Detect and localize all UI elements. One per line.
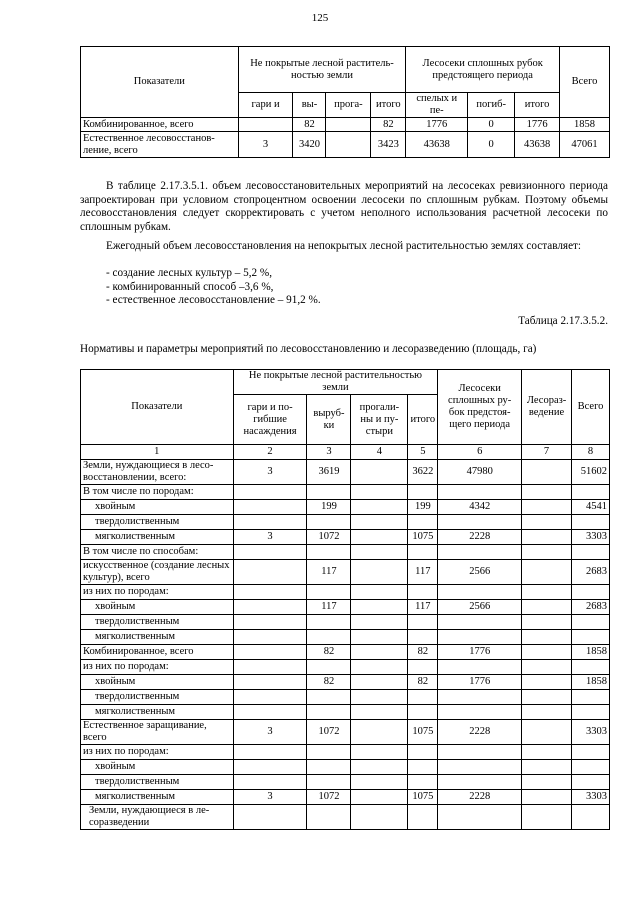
- subheader-cell: итого: [515, 93, 560, 118]
- row-label: из них по породам:: [81, 745, 234, 760]
- table-cell: [351, 675, 408, 690]
- table-cell: [438, 760, 522, 775]
- table-cell: 3: [238, 132, 293, 158]
- table-row: [81, 675, 610, 690]
- table-cell: 1776: [438, 645, 522, 660]
- row-label: Естественное лесовосстанов-ление, всего: [81, 132, 239, 158]
- table-cell: [522, 515, 572, 530]
- table-cell: [351, 630, 408, 645]
- table-cell: [233, 805, 307, 830]
- table-cell: [438, 705, 522, 720]
- table-cell: [351, 690, 408, 705]
- table-cell: [522, 545, 572, 560]
- table-cell: 0: [468, 132, 515, 158]
- header-clearcut-areas: Лесосеки сплошных рубок предстоящего периода: [406, 47, 560, 93]
- table-cell: [522, 645, 572, 660]
- row-label: Комбинированное, всего: [81, 118, 239, 132]
- table-cell: [233, 585, 307, 600]
- table-cell: [307, 690, 351, 705]
- table-cell: [351, 745, 408, 760]
- table-cell: [408, 690, 438, 705]
- table-row: [81, 615, 610, 630]
- table-cell: [351, 660, 408, 675]
- table-cell: 47061: [560, 132, 610, 158]
- table-cell: [438, 805, 522, 830]
- table-cell: 2566: [438, 600, 522, 615]
- table-cell: [351, 560, 408, 585]
- paragraph-annual-volume: Ежегодный объем лесовосстановления на непокрытых лесной растительностью землях составляет:: [106, 240, 582, 252]
- table-cell: [408, 760, 438, 775]
- row-label: из них по породам:: [81, 660, 234, 675]
- table-cell: 51602: [572, 460, 610, 485]
- list-item: - комбинированный способ –3,6 %,: [106, 280, 274, 293]
- table-cell: [572, 485, 610, 500]
- header-total: Всего: [572, 370, 610, 445]
- table-cell: [233, 645, 307, 660]
- table-cell: [351, 720, 408, 745]
- table-row: [81, 515, 610, 530]
- table-cell: [408, 615, 438, 630]
- row-label: хвойным: [81, 500, 234, 515]
- list-item: - создание лесных культур – 5,2 %,: [106, 267, 273, 279]
- table-cell: [438, 615, 522, 630]
- table-cell: [351, 545, 408, 560]
- table-cell: [572, 660, 610, 675]
- table-continuation: [80, 46, 610, 158]
- row-label: В том числе по способам:: [81, 545, 234, 560]
- table-cell: [233, 615, 307, 630]
- table-cell: 117: [307, 600, 351, 615]
- header-indicators: Показатели: [81, 47, 239, 118]
- row-label: хвойным: [81, 760, 234, 775]
- subheader-cell: гари и: [238, 93, 293, 118]
- column-number: 6: [438, 445, 522, 460]
- header-glades: прогали-ны и пу-стыри: [351, 395, 408, 445]
- subheader-cell: итого: [371, 93, 406, 118]
- table-cell: [522, 675, 572, 690]
- table-cell: [351, 645, 408, 660]
- table-cell: [351, 615, 408, 630]
- table-cell: 3303: [572, 790, 610, 805]
- table-cell: [351, 485, 408, 500]
- table-cell: [522, 805, 572, 830]
- table-cell: [572, 745, 610, 760]
- row-label: искусственное (создание лесных культур), всего: [81, 560, 234, 585]
- table-row: [81, 705, 610, 720]
- subheader-cell: погиб-: [468, 93, 515, 118]
- row-label: мягколиственным: [81, 630, 234, 645]
- column-number: 2: [233, 445, 307, 460]
- table-cell: [351, 790, 408, 805]
- column-number: 3: [307, 445, 351, 460]
- column-number: 7: [522, 445, 572, 460]
- table-cell: [351, 460, 408, 485]
- table-cell: 117: [408, 600, 438, 615]
- list-item: - естественное лесовосстановление – 91,2 %.: [106, 294, 321, 307]
- table-cell: [233, 745, 307, 760]
- table-cell: 1072: [307, 720, 351, 745]
- table-cell: [307, 660, 351, 675]
- table-cell: 1072: [307, 790, 351, 805]
- table-cell: 3: [233, 460, 307, 485]
- table-cell: 1858: [572, 645, 610, 660]
- table-cell: [351, 515, 408, 530]
- table-cell: [408, 485, 438, 500]
- table-cell: 2683: [572, 560, 610, 585]
- table-cell: [233, 545, 307, 560]
- table-cell: [438, 630, 522, 645]
- table-cell: 1776: [515, 118, 560, 132]
- table-cell: 1776: [438, 675, 522, 690]
- table-row: [81, 485, 610, 500]
- row-label: Земли, нуждающиеся в ле-соразведении: [81, 805, 234, 830]
- table-row: [81, 460, 610, 485]
- table-cell: [572, 585, 610, 600]
- table-cell: [233, 760, 307, 775]
- table-row: [81, 745, 610, 760]
- column-number: 4: [351, 445, 408, 460]
- table-row: [81, 805, 610, 830]
- table-cell: [351, 705, 408, 720]
- table-cell: [307, 485, 351, 500]
- table-cell: [438, 515, 522, 530]
- table-cell: [233, 515, 307, 530]
- table-cell: [522, 530, 572, 545]
- table-cell: [351, 775, 408, 790]
- row-label: хвойным: [81, 675, 234, 690]
- table-cell: 117: [408, 560, 438, 585]
- table-cell: [408, 545, 438, 560]
- table-cell: [326, 118, 371, 132]
- table-cell: 2683: [572, 600, 610, 615]
- table-cell: [522, 485, 572, 500]
- table-cell: [408, 775, 438, 790]
- table-cell: [408, 660, 438, 675]
- table-row: [81, 775, 610, 790]
- column-number: 5: [408, 445, 438, 460]
- table-cell: [572, 690, 610, 705]
- table-cell: 3622: [408, 460, 438, 485]
- table-cell: 1075: [408, 530, 438, 545]
- row-label: твердолиственным: [81, 615, 234, 630]
- header-indicators: Показатели: [81, 370, 234, 445]
- table-row: [81, 132, 610, 158]
- table-cell: [351, 760, 408, 775]
- table-cell: [522, 600, 572, 615]
- table-cell: [522, 585, 572, 600]
- table-row: [81, 600, 610, 615]
- column-number: 8: [572, 445, 610, 460]
- table-cell: 1072: [307, 530, 351, 545]
- table-cell: [438, 660, 522, 675]
- table-cell: [438, 485, 522, 500]
- table-cell: [307, 585, 351, 600]
- row-label: твердолиственным: [81, 515, 234, 530]
- table-cell: [572, 805, 610, 830]
- column-number: 1: [81, 445, 234, 460]
- table-cell: [233, 675, 307, 690]
- table-cell: 3303: [572, 530, 610, 545]
- header-subtotal: итого: [408, 395, 438, 445]
- table-cell: [307, 615, 351, 630]
- table-cell: [438, 745, 522, 760]
- table-cell: 2228: [438, 790, 522, 805]
- table-cell: 2228: [438, 530, 522, 545]
- table-cell: [572, 545, 610, 560]
- table-cell: [572, 515, 610, 530]
- table-row: [81, 660, 610, 675]
- table-cell: 82: [293, 118, 326, 132]
- table-cell: 3423: [371, 132, 406, 158]
- header-total: Всего: [560, 47, 610, 118]
- header-unforested-lands: Не покрытые лесной растительностью земли: [233, 370, 438, 395]
- table-cell: [326, 132, 371, 158]
- table-cell: 199: [408, 500, 438, 515]
- table-cell: 1858: [560, 118, 610, 132]
- table-cell: 3: [233, 530, 307, 545]
- table-cell: 3303: [572, 720, 610, 745]
- table-reforestation-norms: [80, 369, 610, 830]
- table-cell: [522, 660, 572, 675]
- table-cell: [351, 585, 408, 600]
- table-cell: [307, 545, 351, 560]
- table-cell: [522, 690, 572, 705]
- table-row: [81, 585, 610, 600]
- table-cell: [572, 615, 610, 630]
- percentage-list: [80, 267, 608, 308]
- table-caption: Таблица 2.17.3.5.2.: [518, 315, 608, 327]
- table-cell: [522, 560, 572, 585]
- table-cell: [522, 760, 572, 775]
- table-row: [81, 530, 610, 545]
- table-cell: [408, 585, 438, 600]
- table-cell: [522, 775, 572, 790]
- row-label: Естественное заращивание, всего: [81, 720, 234, 745]
- table-cell: [522, 500, 572, 515]
- row-label: мягколиственным: [81, 790, 234, 805]
- table-row: [81, 560, 610, 585]
- table-cell: 3420: [293, 132, 326, 158]
- table-cell: [438, 775, 522, 790]
- table-cell: [233, 775, 307, 790]
- table-cell: 1075: [408, 720, 438, 745]
- table-row: [81, 645, 610, 660]
- table-cell: [408, 805, 438, 830]
- table-cell: [307, 630, 351, 645]
- table-cell: [238, 118, 293, 132]
- table-cell: [522, 615, 572, 630]
- row-label: твердолиственным: [81, 690, 234, 705]
- header-burns: гари и по-гибшие насаждения: [233, 395, 307, 445]
- table-row: [81, 630, 610, 645]
- table-cell: 4342: [438, 500, 522, 515]
- table-title: Нормативы и параметры мероприятий по лесовосстановлению и лесоразведению (площадь, га): [80, 343, 537, 355]
- table-cell: [307, 760, 351, 775]
- subheader-cell: вы-: [293, 93, 326, 118]
- table-row: [81, 690, 610, 705]
- table-row: [81, 760, 610, 775]
- row-label: В том числе по породам:: [81, 485, 234, 500]
- table-cell: 82: [371, 118, 406, 132]
- subheader-cell: прога-: [326, 93, 371, 118]
- table-cell: 3619: [307, 460, 351, 485]
- column-number-row: [81, 445, 610, 460]
- table-cell: 82: [408, 675, 438, 690]
- table-cell: [522, 720, 572, 745]
- table-cell: [233, 630, 307, 645]
- table-cell: 1858: [572, 675, 610, 690]
- table-cell: [351, 530, 408, 545]
- table-cell: [307, 775, 351, 790]
- table-cell: 82: [408, 645, 438, 660]
- header-unforested-lands: Не покрытые лесной раститель-ностью земли: [238, 47, 406, 93]
- table-cell: [351, 600, 408, 615]
- table-cell: 0: [468, 118, 515, 132]
- table-cell: [233, 660, 307, 675]
- table-row: [81, 790, 610, 805]
- header-clearings: выруб-ки: [307, 395, 351, 445]
- table-cell: 82: [307, 675, 351, 690]
- table-cell: [351, 500, 408, 515]
- table-cell: [438, 545, 522, 560]
- table-cell: 47980: [438, 460, 522, 485]
- page-number: 125: [311, 12, 329, 24]
- table-cell: 199: [307, 500, 351, 515]
- table-cell: [572, 630, 610, 645]
- table-cell: [522, 630, 572, 645]
- paragraph-explanation: В таблице 2.17.3.5.1. объем лесовосстановительных мероприятий на лесосеках ревизионного периода запроектирован при условиом стопроцентном освоении лесосеки по сплошным рубкам. Поэтому объемы лесовосстановления следует скорректировать с учетом неполного использования расчетной лесосеки по сплошным рубкам.: [80, 180, 608, 233]
- table-cell: [522, 460, 572, 485]
- table-row: [81, 545, 610, 560]
- row-label: твердолиственным: [81, 775, 234, 790]
- table-cell: 1075: [408, 790, 438, 805]
- row-label: мягколиственным: [81, 530, 234, 545]
- table-cell: 1776: [406, 118, 468, 132]
- table-cell: 117: [307, 560, 351, 585]
- table-cell: [307, 805, 351, 830]
- table-cell: 2566: [438, 560, 522, 585]
- table-cell: 82: [307, 645, 351, 660]
- table-cell: [522, 705, 572, 720]
- row-label: из них по породам:: [81, 585, 234, 600]
- table-row: [81, 118, 610, 132]
- header-clearcut-areas: Лесосеки сплошных ру-бок предстоя-щего периода: [438, 370, 522, 445]
- table-cell: [522, 745, 572, 760]
- table-cell: 43638: [515, 132, 560, 158]
- table-cell: [438, 585, 522, 600]
- table-cell: 3: [233, 790, 307, 805]
- table-cell: [572, 760, 610, 775]
- table-cell: [233, 690, 307, 705]
- row-label: хвойным: [81, 600, 234, 615]
- table-cell: [522, 790, 572, 805]
- table-cell: [233, 485, 307, 500]
- row-label: Земли, нуждающиеся в лесо-восстановлении, всего:: [81, 460, 234, 485]
- table-cell: [572, 775, 610, 790]
- table-cell: [307, 705, 351, 720]
- table-cell: 43638: [406, 132, 468, 158]
- table-cell: [408, 515, 438, 530]
- table-cell: [408, 745, 438, 760]
- header-afforestation: Лесораз-ведение: [522, 370, 572, 445]
- row-label: мягколиственным: [81, 705, 234, 720]
- subheader-cell: спелых и пе-: [406, 93, 468, 118]
- table-cell: [233, 500, 307, 515]
- table-row: [81, 500, 610, 515]
- table-cell: [233, 600, 307, 615]
- table-row: [81, 720, 610, 745]
- table-cell: [307, 745, 351, 760]
- table-cell: [572, 705, 610, 720]
- table-cell: [307, 515, 351, 530]
- table-cell: 2228: [438, 720, 522, 745]
- table-cell: 4541: [572, 500, 610, 515]
- table-cell: [408, 705, 438, 720]
- table-cell: [438, 690, 522, 705]
- row-label: Комбинированное, всего: [81, 645, 234, 660]
- table-cell: [351, 805, 408, 830]
- table-cell: [233, 705, 307, 720]
- table-cell: [408, 630, 438, 645]
- table-cell: 3: [233, 720, 307, 745]
- table-cell: [233, 560, 307, 585]
